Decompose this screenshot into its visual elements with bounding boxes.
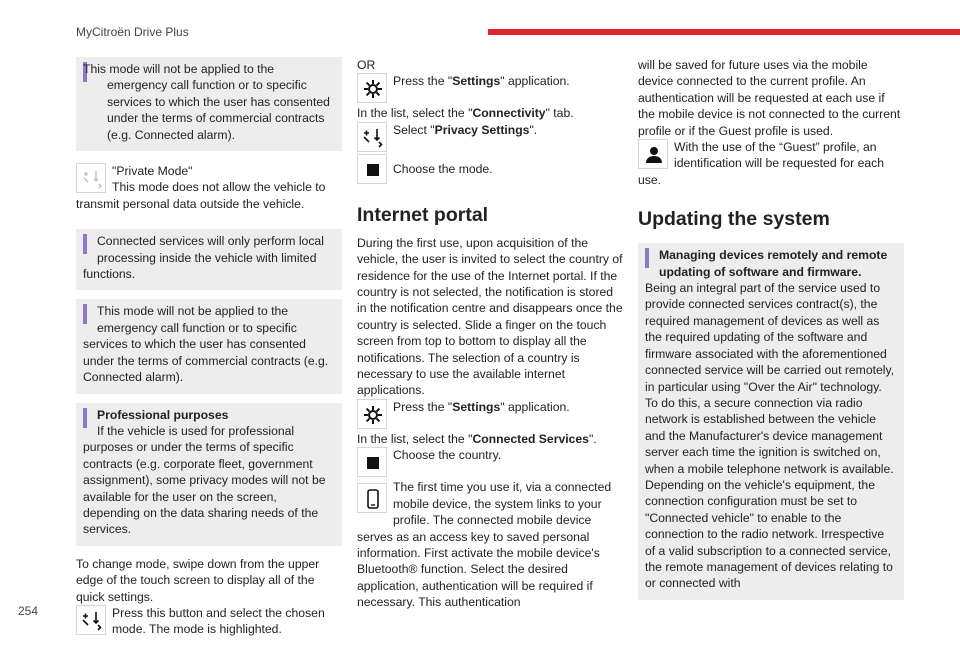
info-bar-icon bbox=[83, 234, 87, 254]
press-button-text: Press this button and select the chosen mode. The mode is highlighted. bbox=[112, 605, 325, 637]
select-connectivity-step: In the list, select the "Connectivity" tab. bbox=[357, 106, 574, 121]
info-note bbox=[76, 299, 342, 393]
info-note bbox=[76, 403, 342, 546]
press-button-block bbox=[76, 605, 342, 638]
note-title: Professional purposes bbox=[97, 407, 229, 422]
note-text: This mode will not be applied to the emergency call function or to specific services to which the user has consented under the terms of commercial contracts (e.g. Connected alarm). bbox=[83, 62, 330, 142]
info-note bbox=[638, 243, 904, 600]
note-text: This mode will not be applied to the emergency call function or to specific services to which the user has consented under the terms of commercial contracts (e.g. Connected alarm). bbox=[83, 304, 329, 385]
privacy-arrows-icon bbox=[76, 605, 106, 635]
private-mode-block bbox=[76, 163, 342, 212]
column-1 bbox=[76, 57, 342, 647]
or-label: OR bbox=[357, 58, 376, 72]
info-note bbox=[76, 229, 342, 290]
choose-country-step: Choose the country. bbox=[357, 447, 623, 463]
select-connected-step: In the list, select the "Connected Services". bbox=[357, 431, 597, 446]
guest-block: With the use of the “Guest” profile, an identification will be requested for each use. bbox=[638, 140, 885, 187]
gear-icon bbox=[357, 399, 387, 429]
press-settings-step: Press the "Settings" application. bbox=[357, 73, 623, 89]
info-note bbox=[76, 57, 342, 151]
note-text: Being an integral part of the service used to provide connected services contract(s), the required management of devices as well as the required updating of the software and firmware associated with the aforementioned connected service will be carried out remotely, in particular using "Over the Air" technology. To do this, a secure connection via radio network is established between the vehicle and the Manufacturer's device management server each time the ignition is switched on, when a mobile telephone network is available. Depending on the vehicle's equipment, the connection configuration must be set to "Connected vehicle" to enable to the connection to the radio network. Irrespective of a valid subscription to a connected service, the remote management of devices relating to or connected with bbox=[645, 281, 895, 591]
column-3 bbox=[638, 57, 904, 609]
column-2 bbox=[357, 57, 623, 611]
private-mode-text: This mode does not allow the vehicle to transmit personal data outside the vehicle. bbox=[76, 180, 326, 211]
smartphone-icon bbox=[357, 483, 387, 513]
user-icon bbox=[638, 139, 668, 169]
updating-heading: Updating the system bbox=[638, 208, 830, 231]
info-bar-icon bbox=[83, 408, 87, 428]
running-header: MyCitroën Drive Plus bbox=[76, 25, 189, 39]
square-icon bbox=[357, 154, 387, 184]
privacy-arrows-icon bbox=[357, 122, 387, 152]
continued-text: will be saved for future uses via the mobile device connected to the current profile. An authentication will be requested at each use if the mobile device is not connected to the current profile or if the Guest profile is used. bbox=[638, 58, 901, 138]
private-mode-title: "Private Mode" bbox=[112, 164, 193, 179]
internet-portal-heading: Internet portal bbox=[357, 203, 489, 226]
choose-mode-step: Choose the mode. bbox=[357, 154, 623, 184]
info-bar-icon bbox=[645, 248, 649, 268]
select-privacy-step: Select "Privacy Settings". bbox=[357, 122, 623, 138]
privacy-arrows-icon bbox=[76, 163, 106, 193]
press-settings-step: Press the "Settings" application. bbox=[357, 399, 623, 415]
change-mode-text: To change mode, swipe down from the upper edge of the touch screen to display all of the quick settings. bbox=[76, 556, 320, 604]
note-title: Managing devices remotely and remote updating of software and firmware. bbox=[659, 248, 888, 279]
note-text: Connected services will only perform local processing inside the vehicle with limited functions. bbox=[83, 234, 324, 282]
note-text: If the vehicle is used for professional purposes or under the terms of specific contracts (e.g. corporate fleet, government assignment), some privacy modes will not be available for the user on the screen, depending on the data sharing needs of the services. bbox=[83, 423, 326, 537]
page-number: 254 bbox=[18, 604, 39, 618]
gear-icon bbox=[357, 73, 387, 103]
info-bar-icon bbox=[83, 304, 87, 324]
mobile-device-block bbox=[357, 479, 623, 610]
square-icon bbox=[357, 447, 387, 477]
mobile-text: The first time you use it, via a connected mobile device, the system links to your profile. The connected mobile device serves as an access key to saved personal information. First activate the mobile device's Bluetooth® function. Select the desired application, authentication will be required if necessary. This authentication bbox=[357, 480, 612, 610]
header-accent-bar bbox=[488, 29, 960, 35]
portal-text: During the first use, upon acquisition of the vehicle, the user is invited to select the country of residence for the use of the Internet portal. If the country is not selected, the notification is stored in the notification centre and disappears once the country is selected. Slide a finger on the touch screen from top to bottom to display all the notifications. The selection of a country is necessary to use the available internet applications. bbox=[357, 235, 623, 398]
